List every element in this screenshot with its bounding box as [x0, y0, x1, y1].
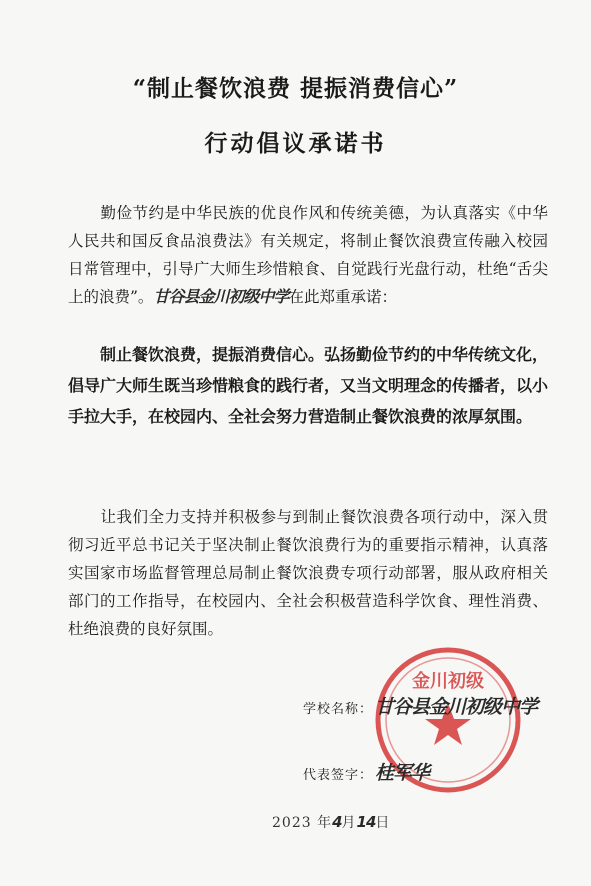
document-title-line1: “制止餐饮浪费 提振消费信心”: [132, 75, 459, 102]
paragraph-call-to-action-text: 让我们全力支持并积极参与到制止餐饮浪费各项行动中，深入贯彻习近平总书记关于坚决制止餐饮浪费行为的重要指示精神，认真落实国家市场监督管理总局制止餐饮浪费专项行动部署，服从政府相关部门的工作指导，在校园内、全社会积极营造科学饮食、理性消费、杜绝浪费的良好氛围。: [68, 508, 548, 638]
handwritten-school-name: 甘谷县金川初级中学: [153, 287, 289, 306]
representative-label: 代表签字：: [303, 768, 374, 783]
date-month-suffix: 月: [341, 815, 357, 831]
date-month: 4: [332, 813, 342, 831]
paragraph-intro: [68, 199, 548, 311]
representative-row: [303, 758, 429, 785]
school-name-row: [303, 692, 537, 719]
paragraph-commitment: [68, 339, 548, 432]
school-name-label: 学校名称：: [303, 702, 374, 717]
date-day-suffix: 日: [375, 815, 391, 831]
svg-text:金川初级: 金川初级: [412, 671, 484, 692]
date-day: 14: [356, 813, 376, 831]
paragraph-intro-tail: 在此郑重承诺：: [288, 288, 397, 306]
document-title-line2: 行动倡议承诺书: [204, 130, 387, 157]
date-year-suffix: 年: [317, 815, 333, 831]
paragraph-intro-text: 勤俭节约是中华民族的优良作风和传统美德，为认真落实《中华人民共和国反食品浪费法》有关规定，将制止餐饮浪费宣传融入校园日常管理中，引导广大师生珍惜粮食、自觉践行光盘行动，杜绝“舌尖上的浪费”。: [68, 204, 548, 306]
school-name-signature: 甘谷县金川初级中学: [375, 696, 538, 718]
paragraph-call-to-action: [68, 503, 548, 643]
paragraph-commitment-text: 制止餐饮浪费，提振消费信心。弘扬勤俭节约的中华传统文化，倡导广大师生既当珍惜粮食的践行者，又当文明理念的传播者，以小手拉大手，在校园内、全社会努力营造制止餐饮浪费的浓厚氛围。: [68, 345, 549, 426]
representative-signature: 桂军华: [375, 762, 430, 784]
signature-date: [272, 812, 390, 832]
date-year: 2023: [272, 815, 312, 831]
